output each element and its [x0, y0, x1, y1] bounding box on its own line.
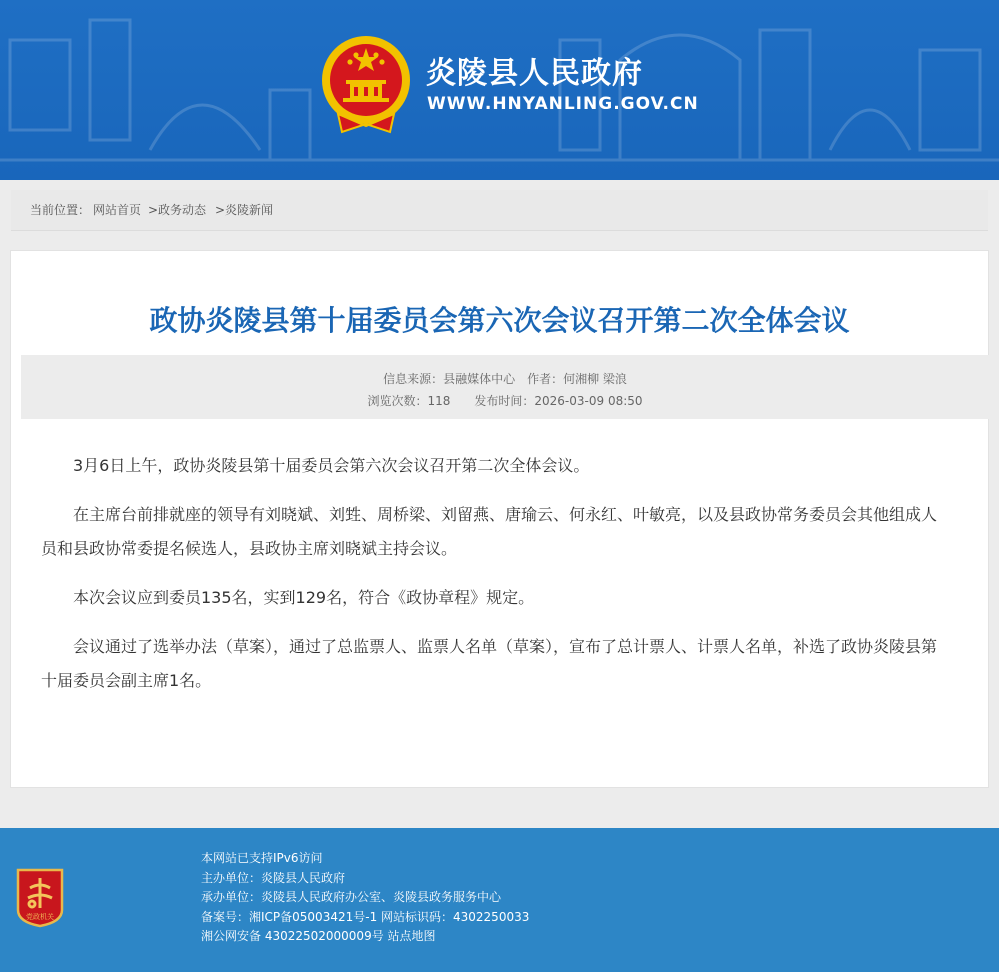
footer-icp-record[interactable]: 备案号：湘ICP备05003421号-1 网站标识码：4302250033: [201, 909, 530, 924]
article-paragraph: 会议通过了选举办法（草案），通过了总监票人、监票人名单（草案），宣布了总计票人、计票人名单，补选了政协炎陵县第十届委员会副主席1名。: [41, 637, 938, 690]
site-header: [0, 0, 999, 180]
published-value: 2026-03-09 08:50: [534, 394, 643, 408]
footer-sponsor: 主办单位：炎陵县人民政府: [201, 870, 346, 885]
breadcrumb-news-dynamics-link[interactable]: >政务动态: [148, 203, 207, 217]
badge-text: 党政机关: [26, 913, 54, 921]
site-url[interactable]: WWW.HNYANLING.GOV.CN: [427, 94, 699, 114]
author-label: 作者：: [527, 372, 564, 386]
article-paragraph: 本次会议应到委员135名，实到129名，符合《政协章程》规定。: [73, 588, 535, 607]
article-meta: [21, 355, 989, 419]
author-value: 何湘柳 梁浪: [563, 372, 627, 386]
article-body: [41, 449, 949, 713]
article-paragraph: 3月6日上午，政协炎陵县第十届委员会第六次会议召开第二次全体会议。: [73, 456, 590, 475]
national-emblem-icon[interactable]: [318, 34, 414, 136]
site-title[interactable]: 炎陵县人民政府: [426, 56, 643, 91]
footer-police-record[interactable]: 湘公网安备 43022502000009号 站点地图: [201, 929, 436, 943]
article-title: 政协炎陵县第十届委员会第六次会议召开第二次全体会议: [149, 304, 850, 337]
footer-organizer: 承办单位：炎陵县人民政府办公室、炎陵县政务服务中心: [201, 890, 502, 904]
source-value: 县融媒体中心: [443, 372, 516, 386]
site-footer: [0, 828, 999, 972]
breadcrumb-prefix: 当前位置：: [30, 203, 91, 217]
breadcrumb-home-link[interactable]: 网站首页: [93, 203, 142, 217]
article-card: [10, 250, 989, 788]
breadcrumb-yanling-news-link[interactable]: >炎陵新闻: [215, 203, 274, 217]
source-label: 信息来源：: [383, 372, 444, 386]
published-label: 发布时间：: [474, 394, 535, 408]
article-paragraph: 在主席台前排就座的领导有刘晓斌、刘甡、周桥梁、刘留燕、唐瑜云、何永红、叶敏亮，以及县政协常务委员会其他组成人员和县政协常委提名候选人，县政协主席刘晓斌主持会议。: [41, 505, 938, 558]
breadcrumb: [11, 190, 988, 231]
footer-info: [201, 849, 529, 947]
party-government-badge-icon[interactable]: [14, 866, 66, 928]
views-value: 118: [427, 394, 451, 408]
footer-ipv6-note: 本网站已支持IPv6访问: [201, 851, 323, 865]
views-label: 浏览次数：: [367, 394, 428, 408]
